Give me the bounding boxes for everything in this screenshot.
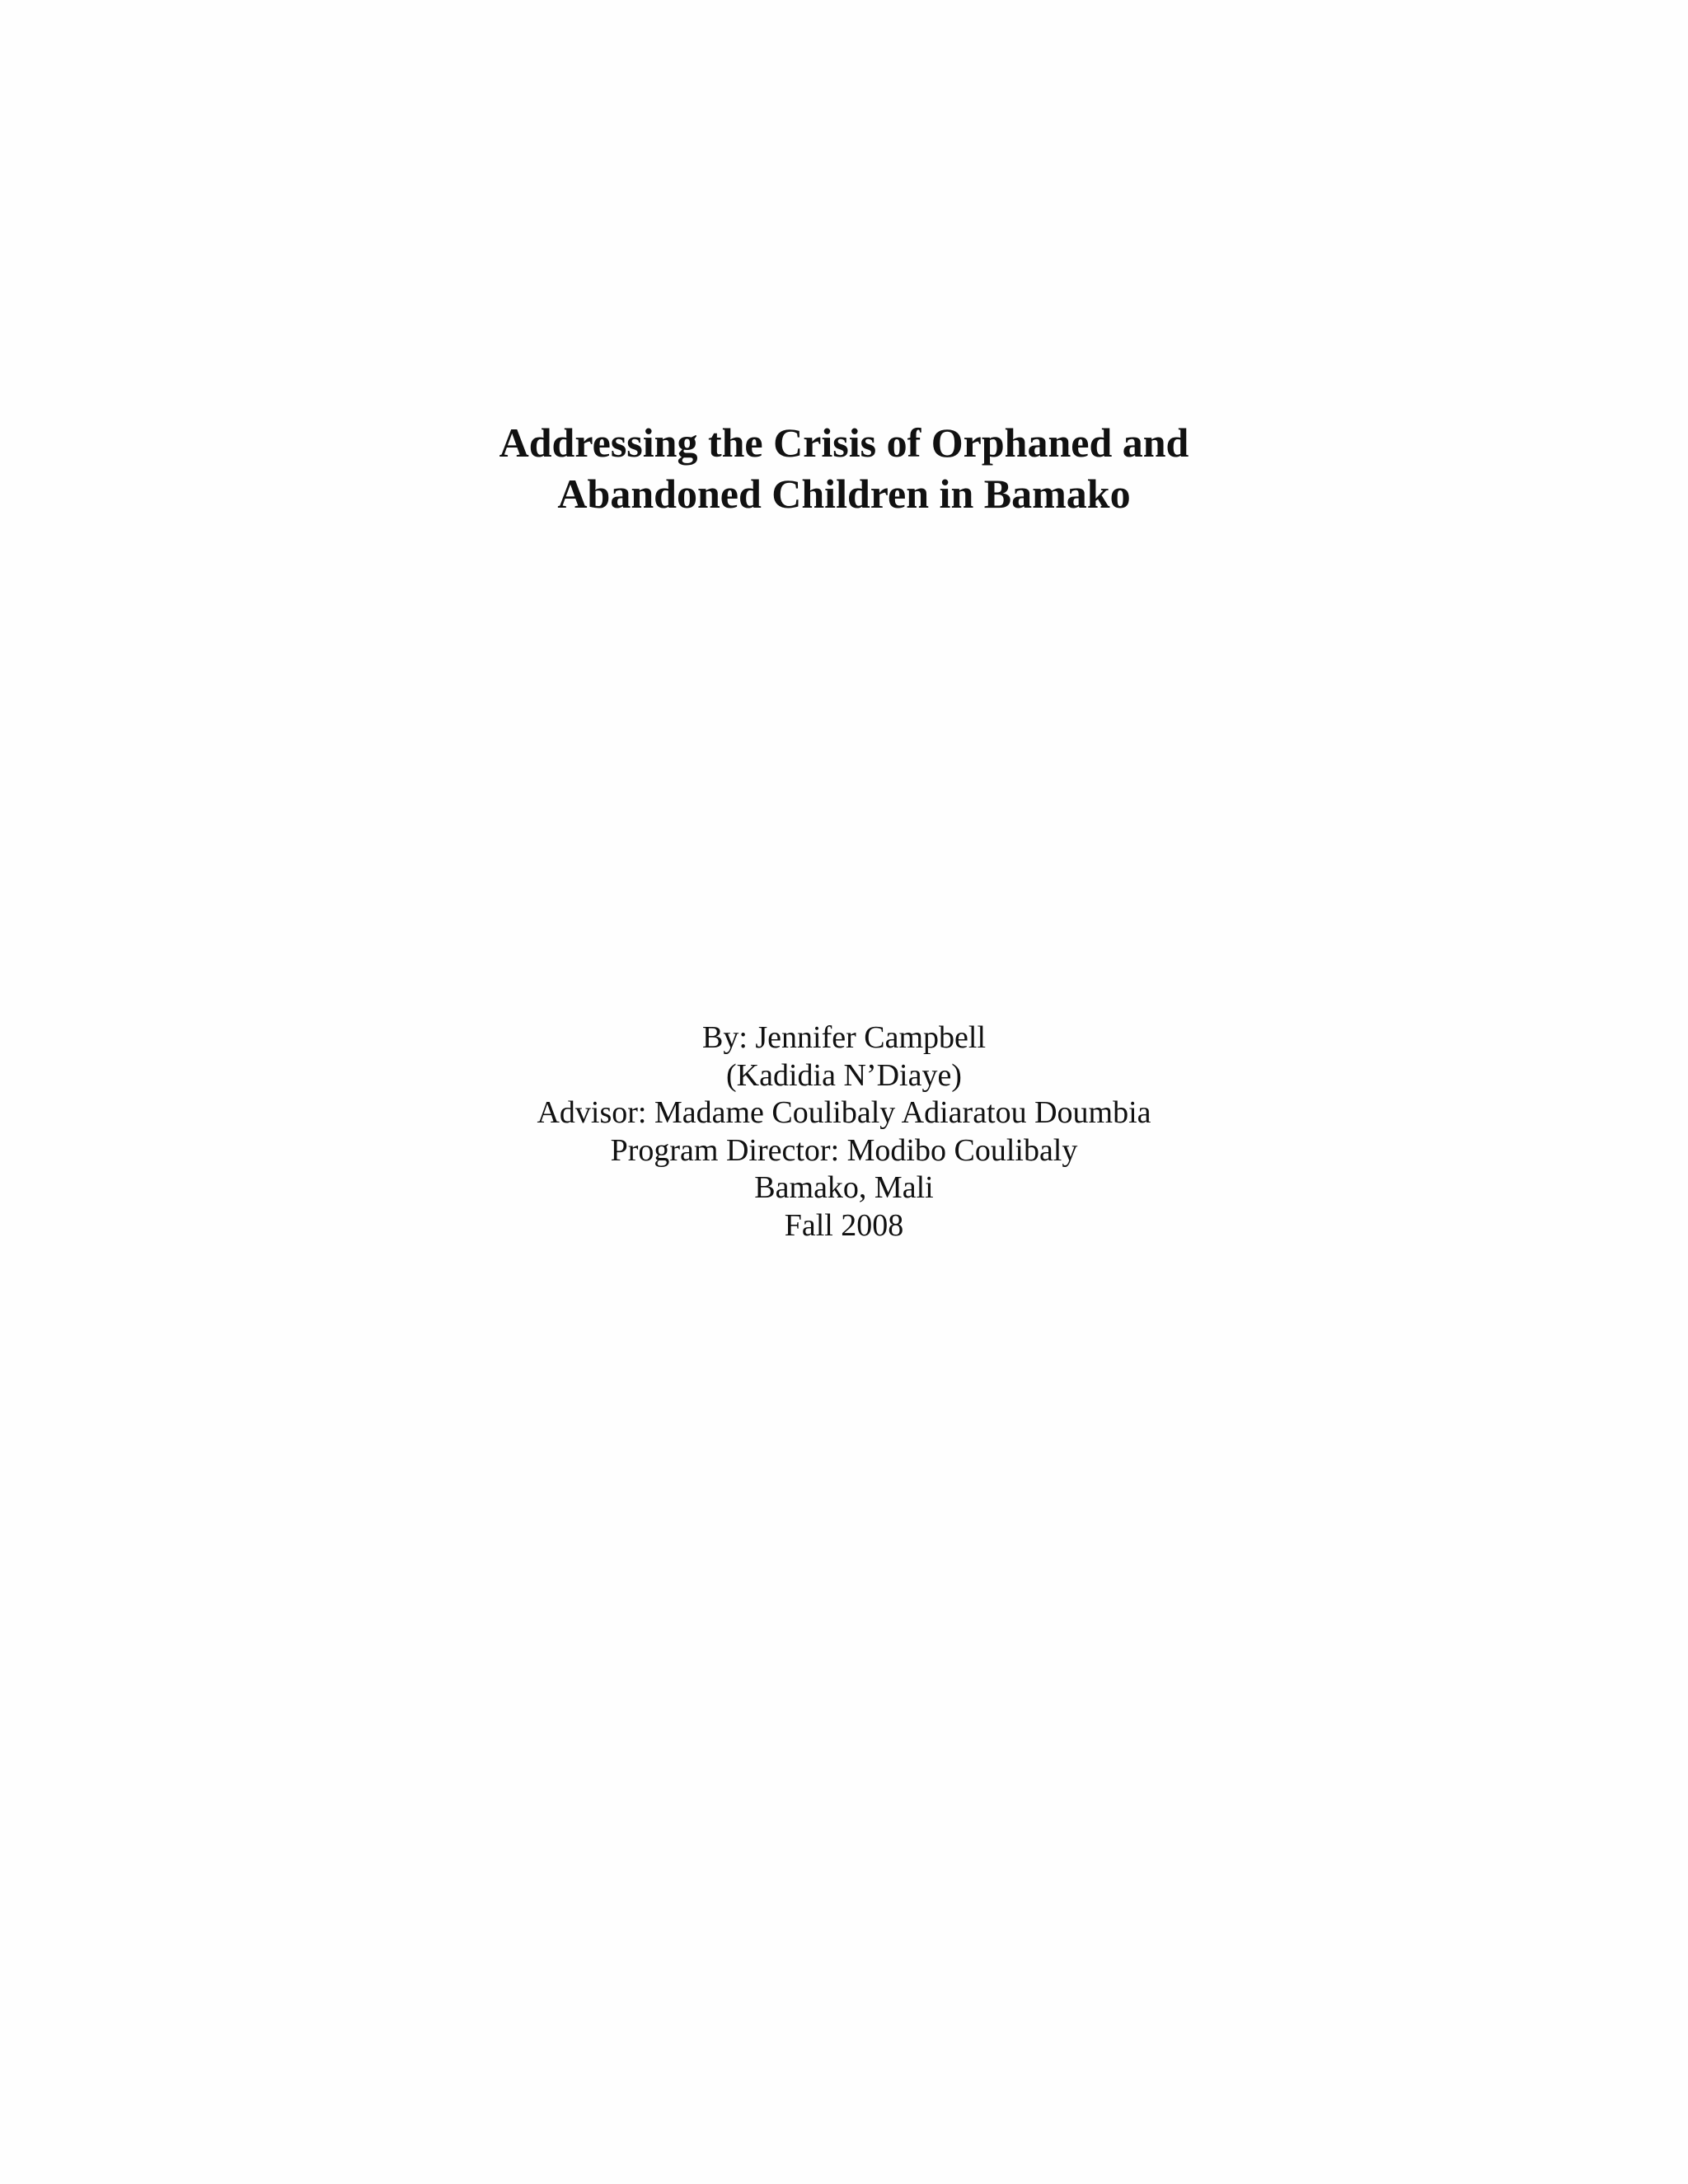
title-line-2: Abandoned Children in Bamako [557,471,1131,517]
location-line: Bamako, Mali [754,1170,934,1205]
advisor-line: Advisor: Madame Coulibaly Adiaratou Doumbia [537,1095,1151,1130]
author-line: By: Jennifer Campbell [701,1020,987,1055]
byline-block [0,1019,1688,1244]
title-line-1: Addressing the Crisis of Orphaned and [499,419,1189,466]
author-alias-line: (Kadidia N’Diaye) [726,1057,962,1093]
program-director-line: Program Director: Modibo Coulibaly [610,1132,1078,1168]
term-line: Fall 2008 [784,1207,904,1243]
document-title [0,417,1688,519]
